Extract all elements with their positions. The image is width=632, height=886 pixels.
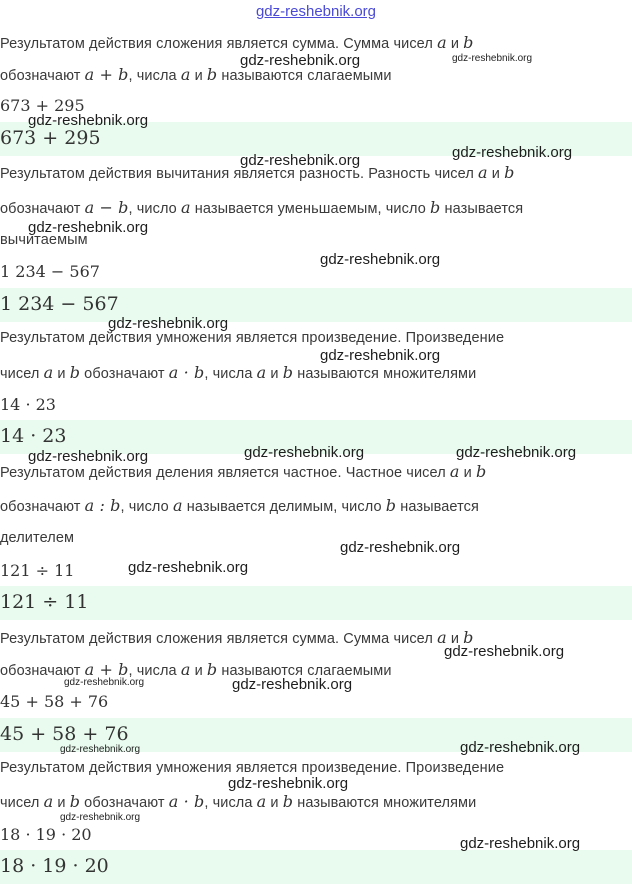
rule-line: обозначают a + b, числа a и b называются слагаемыми: [0, 660, 392, 679]
answer-expression: 45 + 58 + 76: [0, 723, 129, 745]
task-expression: 18 · 19 · 20: [0, 825, 92, 844]
answer-expression: 14 · 23: [0, 425, 67, 447]
answer-expression: 121 ÷ 11: [0, 591, 89, 613]
rule-line: Результатом действия сложения является сумма. Сумма чисел a и b: [0, 33, 474, 52]
watermark: gdz-reshebnik.org: [60, 812, 141, 823]
rule-line: делителем: [0, 530, 75, 546]
watermark: gdz-reshebnik.org: [228, 775, 349, 792]
rule-line: Результатом действия умножения является произведение. Произведение: [0, 760, 505, 776]
watermark: gdz-reshebnik.org: [240, 52, 361, 69]
watermark: gdz-reshebnik.org: [28, 112, 149, 129]
rule-line: вычитаемым: [0, 232, 88, 248]
site-header-link[interactable]: gdz-reshebnik.org: [255, 3, 377, 20]
watermark: gdz-reshebnik.org: [460, 835, 581, 852]
rule-line: обозначают a : b, число a называется делимым, число b называется: [0, 496, 479, 515]
watermark: gdz-reshebnik.org: [340, 539, 461, 556]
watermark: gdz-reshebnik.org: [232, 676, 353, 693]
watermark: gdz-reshebnik.org: [128, 559, 249, 576]
watermark: gdz-reshebnik.org: [108, 315, 229, 332]
watermark: gdz-reshebnik.org: [240, 152, 361, 169]
answer-expression: 1 234 − 567: [0, 293, 119, 315]
answer-band: [0, 850, 632, 884]
watermark: gdz-reshebnik.org: [460, 739, 581, 756]
watermark: gdz-reshebnik.org: [64, 677, 145, 688]
rule-line: Результатом действия сложения является сумма. Сумма чисел a и b: [0, 628, 474, 647]
answer-band: [0, 288, 632, 322]
watermark: gdz-reshebnik.org: [60, 744, 141, 755]
watermark: gdz-reshebnik.org: [444, 643, 565, 660]
watermark: gdz-reshebnik.org: [28, 219, 149, 236]
task-expression: 121 ÷ 11: [0, 561, 75, 580]
task-expression: 1 234 − 567: [0, 262, 100, 281]
watermark: gdz-reshebnik.org: [320, 251, 441, 268]
rule-line: Результатом действия вычитания является разность. Разность чисел a и b: [0, 163, 515, 182]
watermark: gdz-reshebnik.org: [452, 144, 573, 161]
watermark: gdz-reshebnik.org: [452, 53, 533, 64]
task-expression: 14 · 23: [0, 395, 56, 414]
answer-expression: 18 · 19 · 20: [0, 855, 109, 877]
rule-line: Результатом действия умножения является произведение. Произведение: [0, 330, 505, 346]
task-expression: 45 + 58 + 76: [0, 692, 109, 711]
answer-band: [0, 586, 632, 620]
task-expression: 673 + 295: [0, 96, 85, 115]
rule-line: Результатом действия деления является частное. Частное чисел a и b: [0, 462, 487, 481]
rule-line: чисел a и b обозначают a · b, числа a и b называются множителями: [0, 363, 477, 382]
watermark: gdz-reshebnik.org: [244, 444, 365, 461]
watermark: gdz-reshebnik.org: [320, 347, 441, 364]
watermark: gdz-reshebnik.org: [456, 444, 577, 461]
answer-expression: 673 + 295: [0, 127, 101, 149]
rule-line: обозначают a + b, числа a и b называются слагаемыми: [0, 65, 392, 84]
watermark: gdz-reshebnik.org: [28, 448, 149, 465]
rule-line: обозначают a − b, число a называется уменьшаемым, число b называется: [0, 198, 524, 217]
rule-line: чисел a и b обозначают a · b, числа a и b называются множителями: [0, 792, 477, 811]
